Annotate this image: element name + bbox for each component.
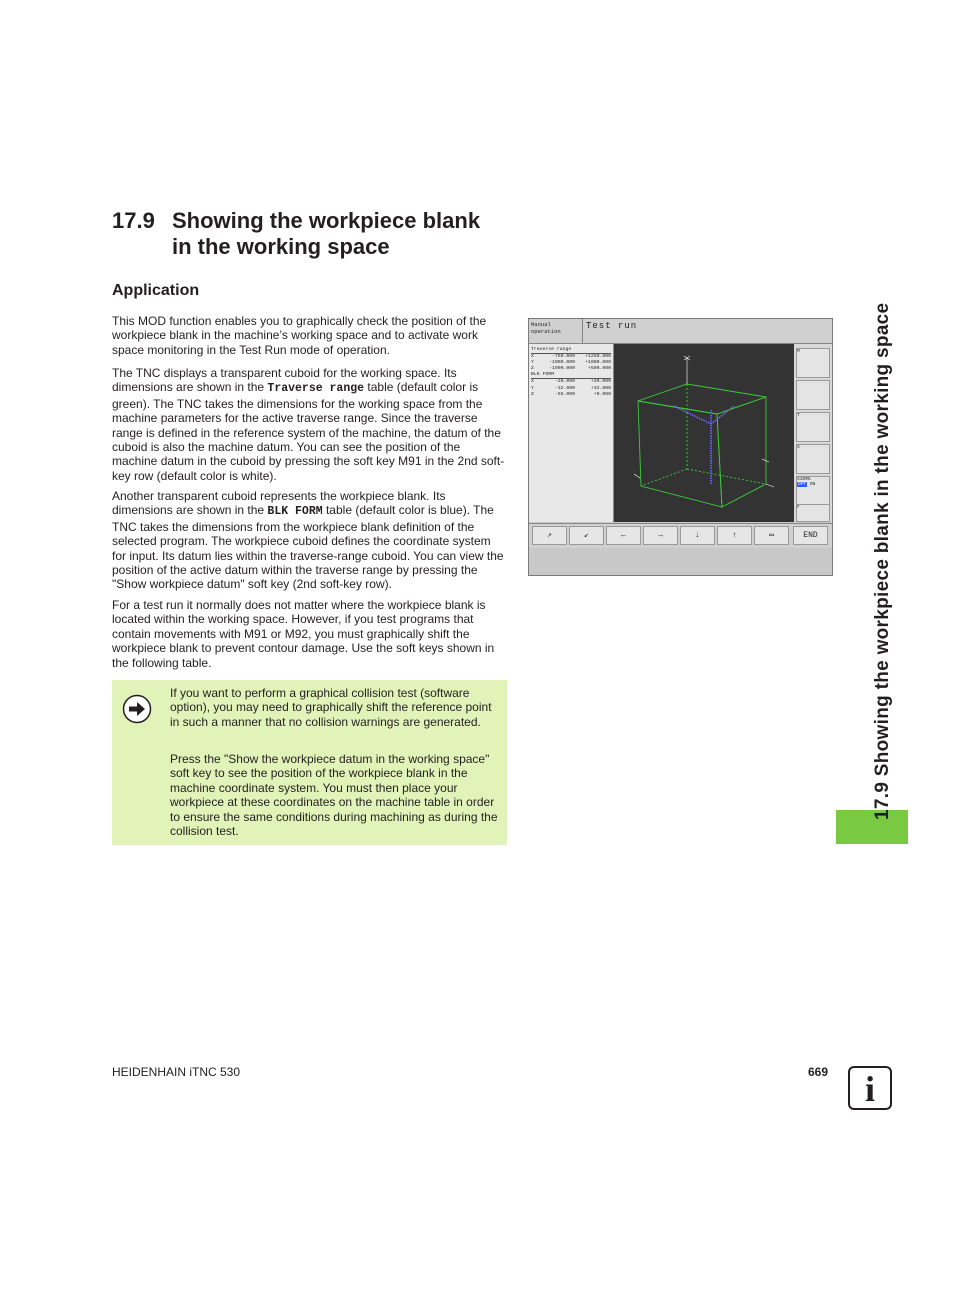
softkey-shift-z-minus[interactable]: ↓ [680,526,715,545]
softkey-shift-y-plus[interactable]: → [643,526,678,545]
traverse-cuboid [638,384,766,507]
key-label: F [797,505,800,510]
text: table (default color is blue). The TNC takes the dimensions from the workpiece blank definition of the selected program. The workpiece cuboid defines the coordinate system for input. Its datum lies within the traverse-range cuboid. You can view the position of the active datum within the traverse range by pressing the "Show workpiece datum" soft key (2nd soft-key row). [112,503,504,592]
info-icon [848,1066,892,1110]
screen-title: Test run [586,321,638,331]
softkey-shift-x-plus[interactable]: ↗ [532,526,567,545]
text: The TNC displays a transparent cuboid for the working space. Its dimensions are shown in the [112,366,457,395]
section-number: 17.9 [112,208,155,233]
softkey-t[interactable] [796,412,830,442]
table-cell: X [531,354,534,360]
note-text-1: If you want to perform a graphical collision test (software option), you may need to graphically shift the reference point in such a manner that no collision warnings are generated. [170,686,492,729]
mode-line-2: operation [531,328,561,335]
section-heading [112,208,532,260]
working-space-graphic [614,344,794,522]
mode-line-1: Manual [531,321,551,328]
footer-product: HEIDENHAIN iTNC 530 [112,1065,241,1079]
softkey-s[interactable] [796,444,830,474]
softkey-shift-z-plus[interactable]: ↑ [717,526,752,545]
paragraph-intro: This MOD function enables you to graphically check the position of the workpiece blank in the machine’s working space and to activate work space monitoring in the Test Run mode of operation. [112,314,487,357]
table-cell: +500.000 [587,366,611,372]
axis-markers [634,356,774,487]
key-label: S100% [797,477,811,482]
cuboid-graphic [614,344,794,522]
horizontal-softkeys [529,523,832,548]
softkey-override[interactable] [796,476,830,506]
table-cell: -20.000 [554,379,575,385]
screen-bottom [529,548,832,576]
paragraph-blank [112,489,507,592]
table-cell: Z [531,391,534,397]
table-cell: Y [531,385,534,391]
key-label: M [797,349,800,354]
side-tab-title: 17.9 Showing the workpiece blank in the working space [872,302,893,820]
table-row [531,392,611,398]
subheading: Application [112,282,200,299]
text: table (default color is green). The TNC takes the dimensions for the working space from the machine parameters for the active traverse range. Since the traverse range is defined in the reference system of the machine, the datum of the cuboid is also the machine datum. You can see the position of the machine datum in the cuboid by pressing the soft key M91 in the 2nd soft-key row (default color is white). [112,380,505,483]
softkey-end[interactable]: END [793,526,828,545]
table-cell: -1000.000 [549,360,575,366]
vertical-softkeys [794,344,832,522]
paragraph-traverse [112,366,507,483]
note-box [112,680,507,845]
heading-line-2: in the working space [172,234,390,259]
softkey-f[interactable] [796,504,830,522]
divider [582,319,583,343]
softkey-m[interactable] [796,348,830,378]
table-cell: -1000.000 [549,366,575,372]
table-cell: Z [531,366,534,372]
text: Another transparent cuboid represents the workpiece blank. Its dimensions are shown in the [112,489,446,518]
off-label: OFF [798,482,807,487]
info-glyph: i [864,1069,875,1109]
mode-label [531,321,581,335]
code-blk-form: BLK FORM [267,505,323,519]
table-cell: +0.000 [593,391,611,397]
table-cell: +32.000 [590,385,611,391]
table-cell: +1000.000 [585,360,611,366]
table-block [531,347,611,398]
paragraph-test-run: For a test run it normally does not matter where the workpiece blank is located within the working space. However, if you test programs that contain movements with M91 or M92, you must graphically shift the workpiece blank to prevent contour damage. Use the soft keys shown in the following table. [112,598,495,670]
arrow-right-icon [122,694,152,724]
softkey-2[interactable] [796,380,830,410]
on-label: ON [809,482,816,487]
range-tables [529,344,614,522]
table-cell: Y [531,360,534,366]
screen-header [529,319,832,344]
heading-line-1: Showing the workpiece blank [172,208,481,233]
key-label: S [797,445,800,450]
code-traverse-range: Traverse range [267,382,365,396]
table-cell: +1250.000 [585,354,611,360]
table-cell: +20.000 [590,379,611,385]
tnc-screenshot [528,318,833,576]
table-header: Traverse range [531,347,611,354]
softkey-shift-x-minus[interactable]: ↙ [569,526,604,545]
table-cell: -55.000 [554,391,575,397]
key-label: T [797,413,800,418]
note-text-2: Press the "Show the workpiece datum in the working space" soft key to see the position of the workpiece blank in the machine coordinate system. You must then place your workpiece at these coordinates on the machine table in order to ensure the same conditions during machining as during the collision test. [170,752,498,839]
table-header: BLK FORM [531,372,611,379]
table-cell: -32.000 [554,385,575,391]
softkey-shift-y-minus[interactable]: ← [606,526,641,545]
table-cell: -750.000 [551,354,575,360]
table-cell: X [531,379,534,385]
softkey-datum[interactable]: ▭ [754,526,789,545]
page-number: 669 [808,1065,829,1079]
